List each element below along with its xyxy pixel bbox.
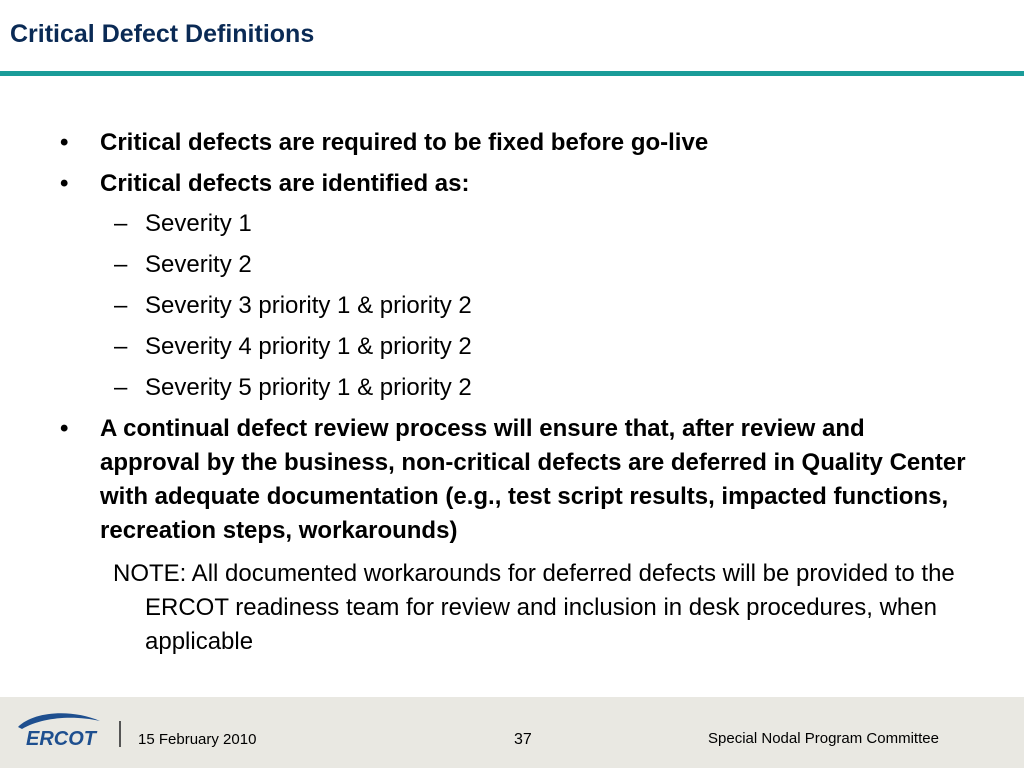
footer-committee: Special Nodal Program Committee (708, 730, 939, 747)
note-text: NOTE: All documented workarounds for deferred defects will be provided to the ERCOT readiness team for review and inclusion in desk procedures, when applicable (113, 560, 955, 655)
dash-marker: – (114, 374, 128, 401)
sub-bullet-item (114, 371, 472, 405)
sub-bullet-item (114, 248, 252, 282)
sub-bullet-text: Severity 4 priority 1 & priority 2 (145, 333, 472, 360)
bullet-marker: • (60, 170, 69, 197)
dash-marker: – (114, 210, 128, 237)
sub-bullet-text: Severity 1 (145, 210, 252, 237)
page-number: 37 (514, 731, 532, 748)
footer-date: 15 February 2010 (138, 731, 257, 748)
ercot-logo (12, 709, 104, 749)
footer-bar (0, 697, 1024, 768)
sub-bullet-item (114, 289, 472, 323)
bullet-text: Critical defects are required to be fixed before go-live (100, 129, 709, 156)
bullet-text: Critical defects are identified as: (100, 170, 470, 197)
dash-marker: – (114, 292, 128, 319)
sub-bullet-text: Severity 2 (145, 251, 252, 278)
title-divider (0, 71, 1024, 76)
sub-bullet-item (114, 207, 252, 241)
bullet-item (60, 412, 970, 548)
dash-marker: – (114, 333, 128, 360)
footer-separator (119, 721, 121, 747)
sub-bullet-item (114, 330, 472, 364)
sub-bullet-text: Severity 5 priority 1 & priority 2 (145, 374, 472, 401)
bullet-marker: • (60, 129, 69, 156)
slide-title: Critical Defect Definitions (10, 20, 315, 48)
logo-text: ERCOT (26, 728, 96, 749)
bullet-marker: • (60, 415, 69, 442)
bullet-item (60, 126, 980, 160)
bullet-text: A continual defect review process will ensure that, after review and approval by the business, non-critical defects are deferred in Quality Center with adequate documentation (e.g., test script results, impacted functions, recreation steps, workarounds) (100, 415, 966, 544)
bullet-item (60, 167, 980, 201)
sub-bullet-text: Severity 3 priority 1 & priority 2 (145, 292, 472, 319)
dash-marker: – (114, 251, 128, 278)
